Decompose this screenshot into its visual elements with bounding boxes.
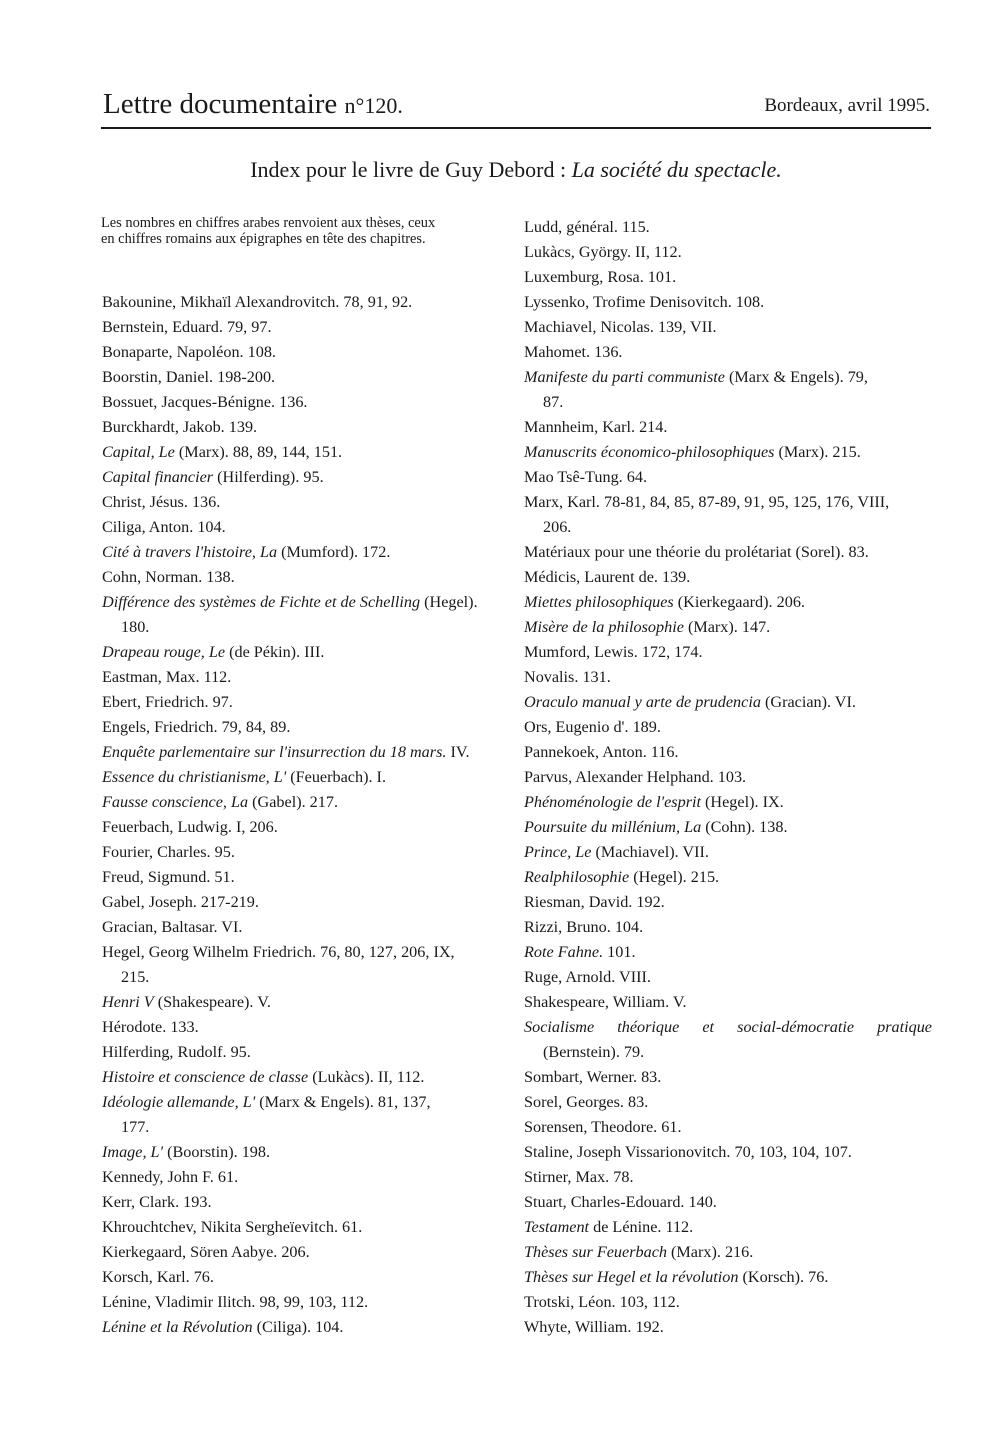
index-entry-text: Cohn, Norman. 138. xyxy=(102,568,235,586)
index-title xyxy=(0,156,1000,184)
index-entry-text: Ebert, Friedrich. 97. xyxy=(102,693,233,711)
index-entry xyxy=(524,615,932,640)
index-entry-text: Stirner, Max. 78. xyxy=(524,1168,634,1186)
index-entry-text: Korsch, Karl. 76. xyxy=(102,1268,214,1286)
index-entry-line xyxy=(102,740,507,765)
index-entry-line xyxy=(524,890,932,915)
index-entry xyxy=(102,665,507,690)
index-entry-line xyxy=(102,1090,507,1115)
index-entry-continuation: 206. xyxy=(543,518,572,536)
index-entry-line xyxy=(524,1140,932,1165)
index-entry-text: Lukàcs, György. II, 112. xyxy=(524,243,682,261)
index-entry-line xyxy=(102,340,507,365)
index-entry-line xyxy=(102,990,507,1015)
index-entry xyxy=(102,465,507,490)
place-date: Bordeaux, avril 1995. xyxy=(764,95,930,116)
index-entry-text: Machiavel, Nicolas. 139, VII. xyxy=(524,318,717,336)
index-column-right xyxy=(524,215,932,1340)
index-entry-text: Sorel, Georges. 83. xyxy=(524,1093,649,1111)
index-entry-line xyxy=(102,890,507,915)
index-entry xyxy=(102,1240,507,1265)
index-entry-line xyxy=(102,865,507,890)
index-entry xyxy=(524,940,932,965)
index-entry-continuation: 177. xyxy=(121,1118,150,1136)
index-entry-line xyxy=(102,1140,507,1165)
index-entry-line xyxy=(102,540,507,565)
index-entry-line xyxy=(102,490,507,515)
index-entry xyxy=(102,365,507,390)
index-entry-line xyxy=(524,1190,932,1215)
index-entry-line xyxy=(102,465,507,490)
index-entry-continuation: 215. xyxy=(121,968,150,986)
index-entry xyxy=(102,715,507,740)
index-entry xyxy=(524,490,932,540)
newsletter-title xyxy=(103,86,403,124)
index-entry-text: Boorstin, Daniel. 198-200. xyxy=(102,368,276,386)
index-entry-work-title: Testament xyxy=(524,1218,590,1236)
index-entry-line xyxy=(524,940,932,965)
index-entry xyxy=(524,590,932,615)
index-entry-text: (Feuerbach). I. xyxy=(286,768,386,786)
index-entry-line xyxy=(102,565,507,590)
index-entry-work-title: Histoire et conscience de classe xyxy=(102,1068,309,1086)
index-entry-line xyxy=(524,1290,932,1315)
index-entry-line xyxy=(524,1090,932,1115)
index-entry-work-title: Enquête parlementaire sur l'insurrection du 18 mars. xyxy=(102,743,447,761)
index-entry-text: Engels, Friedrich. 79, 84, 89. xyxy=(102,718,291,736)
index-entry-continuation: 180. xyxy=(121,618,150,636)
index-column-left xyxy=(102,290,507,1340)
index-entry-text: (Shakespeare). V. xyxy=(153,993,271,1011)
index-entry xyxy=(524,540,932,565)
index-entry-line xyxy=(524,1015,932,1040)
index-entry xyxy=(102,1140,507,1165)
index-entry xyxy=(524,1140,932,1165)
index-entry-text: (Hegel). 215. xyxy=(629,868,720,886)
index-entry-text: Gracian, Baltasar. VI. xyxy=(102,918,243,936)
index-entry-text: Mannheim, Karl. 214. xyxy=(524,418,668,436)
index-entry-line xyxy=(524,615,932,640)
index-entry-continuation: (Bernstein). 79. xyxy=(543,1043,645,1061)
index-entry-work-title: Drapeau rouge, Le xyxy=(102,643,226,661)
index-entry xyxy=(524,765,932,790)
index-entry-work-title: Oraculo manual y arte de prudencia xyxy=(524,693,761,711)
index-entry xyxy=(524,315,932,340)
index-entry xyxy=(524,840,932,865)
index-entry-text: Fourier, Charles. 95. xyxy=(102,843,235,861)
index-entry-line xyxy=(102,1165,507,1190)
index-entry-text: (Machiavel). VII. xyxy=(591,843,709,861)
index-entry-text: (Marx & Engels). 79, xyxy=(724,368,868,386)
index-entry xyxy=(102,690,507,715)
index-entry-line xyxy=(102,1040,507,1065)
index-entry-text: Rizzi, Bruno. 104. xyxy=(524,918,644,936)
index-entry-work-title: Cité à travers l'histoire, La xyxy=(102,543,278,561)
index-entry xyxy=(524,240,932,265)
index-entry-text: Luxemburg, Rosa. 101. xyxy=(524,268,677,286)
index-entry xyxy=(102,865,507,890)
index-entry-text: Kennedy, John F. 61. xyxy=(102,1168,239,1186)
index-entry-line xyxy=(102,365,507,390)
index-entry-line xyxy=(102,1190,507,1215)
index-entry-line xyxy=(102,1265,507,1290)
index-entry-work-title: Thèses sur Feuerbach xyxy=(524,1243,667,1261)
index-entry xyxy=(524,715,932,740)
index-entry xyxy=(102,990,507,1015)
index-entry xyxy=(102,1065,507,1090)
index-entry-line xyxy=(102,815,507,840)
index-entry-work-title: Rote Fahne. xyxy=(524,943,604,961)
index-entry-line xyxy=(524,265,932,290)
index-entry-text: Ludd, général. 115. xyxy=(524,218,650,236)
index-entry-text: Bernstein, Eduard. 79, 97. xyxy=(102,318,272,336)
index-entry xyxy=(102,1290,507,1315)
index-entry-text: Mahomet. 136. xyxy=(524,343,623,361)
index-entry-line xyxy=(102,415,507,440)
index-entry-line xyxy=(524,465,932,490)
index-entry-work-title: Miettes philosophiques xyxy=(524,593,674,611)
index-entry xyxy=(102,640,507,665)
index-entry-text: Marx, Karl. 78-81, 84, 85, 87-89, 91, 95, 125, 176, VIII, xyxy=(524,493,890,511)
index-entry-text: Novalis. 131. xyxy=(524,668,611,686)
index-entry-text: Christ, Jésus. 136. xyxy=(102,493,221,511)
index-entry-text: (Korsch). 76. xyxy=(738,1268,829,1286)
index-entry xyxy=(524,465,932,490)
index-entry xyxy=(524,1190,932,1215)
index-entry xyxy=(102,790,507,815)
index-entry-text: (Marx). 147. xyxy=(683,618,771,636)
index-entry-text: Sombart, Werner. 83. xyxy=(524,1068,662,1086)
index-entry-line xyxy=(102,515,507,540)
index-entry-line xyxy=(524,815,932,840)
index-entry xyxy=(524,1015,932,1065)
index-entry-work-title: Différence des systèmes de Fichte et de Schelling xyxy=(102,593,421,611)
index-entry-text: Ciliga, Anton. 104. xyxy=(102,518,226,536)
index-entry xyxy=(102,890,507,915)
index-entry-text: Lénine, Vladimir Ilitch. 98, 99, 103, 112. xyxy=(102,1293,369,1311)
index-entry-line xyxy=(524,1215,932,1240)
index-entry xyxy=(524,640,932,665)
index-entry-line xyxy=(524,740,932,765)
index-entry-line xyxy=(524,640,932,665)
index-entry xyxy=(524,865,932,890)
index-entry-line xyxy=(524,715,932,740)
index-entry-line xyxy=(524,1115,932,1140)
index-entry-text: Riesman, David. 192. xyxy=(524,893,665,911)
index-entry-text: Kerr, Clark. 193. xyxy=(102,1193,212,1211)
index-entry xyxy=(524,915,932,940)
index-entry xyxy=(102,340,507,365)
index-entry xyxy=(524,815,932,840)
index-entry-line xyxy=(524,790,932,815)
index-entry xyxy=(102,565,507,590)
index-entry-line xyxy=(524,1065,932,1090)
index-entry xyxy=(102,1040,507,1065)
index-entry-text: Lyssenko, Trofime Denisovitch. 108. xyxy=(524,293,765,311)
index-entry-line xyxy=(524,840,932,865)
index-entry-line xyxy=(524,565,932,590)
index-entry xyxy=(102,1090,507,1140)
index-entry-text: (Marx). 88, 89, 144, 151. xyxy=(174,443,343,461)
index-entry xyxy=(524,790,932,815)
header-rule xyxy=(101,127,931,129)
index-entry-line xyxy=(102,440,507,465)
index-entry-line xyxy=(102,390,507,415)
index-entry-text: Stuart, Charles-Edouard. 140. xyxy=(524,1193,717,1211)
index-entry xyxy=(102,540,507,565)
index-entry-line xyxy=(524,490,932,515)
index-entry xyxy=(102,940,507,990)
index-entry-text: Sorensen, Theodore. 61. xyxy=(524,1118,682,1136)
index-entry-line xyxy=(102,915,507,940)
index-entry-text: (Lukàcs). II, 112. xyxy=(308,1068,425,1086)
index-entry-text: (Hegel). IX. xyxy=(701,793,784,811)
index-entry-text: Bonaparte, Napoléon. 108. xyxy=(102,343,276,361)
index-entry-line xyxy=(102,940,507,965)
index-entry xyxy=(102,915,507,940)
index-entry xyxy=(102,415,507,440)
index-title-book: La société du spectacle. xyxy=(571,157,782,182)
index-entry xyxy=(102,1190,507,1215)
index-entry xyxy=(102,1165,507,1190)
index-entry-work-title: Essence du christianisme, L' xyxy=(102,768,287,786)
index-entry-line xyxy=(524,590,932,615)
index-entry-line xyxy=(524,1315,932,1340)
index-entry-text: (Kierkegaard). 206. xyxy=(673,593,805,611)
index-entry-line xyxy=(524,1165,932,1190)
index-entry xyxy=(102,1315,507,1340)
index-entry-line xyxy=(524,1265,932,1290)
index-entry-work-title: Capital, Le xyxy=(102,443,175,461)
index-entry-line xyxy=(524,990,932,1015)
index-entry-line xyxy=(524,215,932,240)
index-entry-line xyxy=(102,640,507,665)
index-entry-text: (Marx). 216. xyxy=(666,1243,754,1261)
index-entry-text: Médicis, Laurent de. 139. xyxy=(524,568,691,586)
index-entry-text: (Marx). 215. xyxy=(774,443,861,461)
index-entry-text: 101. xyxy=(603,943,636,961)
index-entry-text: Trotski, Léon. 103, 112. xyxy=(524,1293,680,1311)
index-entry-text: de Lénine. 112. xyxy=(589,1218,694,1236)
index-entry-line xyxy=(524,365,932,390)
index-entry-line xyxy=(524,540,932,565)
index-entry xyxy=(524,365,932,415)
index-entry xyxy=(524,1315,932,1340)
index-entry-work-title: Realphilosophie xyxy=(524,868,630,886)
index-entry-line xyxy=(524,1240,932,1265)
index-entry-text: Hérodote. 133. xyxy=(102,1018,199,1036)
index-entry-text: (Boorstin). 198. xyxy=(163,1143,271,1161)
index-entry-work-title: Phénoménologie de l'esprit xyxy=(524,793,701,811)
index-entry-line xyxy=(102,315,507,340)
index-entry-text: Eastman, Max. 112. xyxy=(102,668,232,686)
index-entry-work-title: Poursuite du millénium, La xyxy=(524,818,702,836)
index-entry-work-title: Image, L' xyxy=(102,1143,164,1161)
index-entry-continuation: 87. xyxy=(543,393,564,411)
index-entry-text: Feuerbach, Ludwig. I, 206. xyxy=(102,818,278,836)
index-entry-line xyxy=(102,1015,507,1040)
index-entry-text: Bakounine, Mikhaïl Alexandrovitch. 78, 91, 92. xyxy=(102,293,413,311)
index-entry-text: Ors, Eugenio d'. 189. xyxy=(524,718,661,736)
index-entry-work-title: Henri V xyxy=(102,993,154,1011)
index-entry-text: Shakespeare, William. V. xyxy=(524,993,687,1011)
index-entry-text: (Marx & Engels). 81, 137, xyxy=(255,1093,431,1111)
index-entry-text: Khrouchtchev, Nikita Sergheïevitch. 61. xyxy=(102,1218,363,1236)
index-entry-line xyxy=(102,590,507,615)
index-entry xyxy=(102,315,507,340)
index-entry xyxy=(524,990,932,1015)
index-entry xyxy=(524,1165,932,1190)
index-entry-text: (Mumford). 172. xyxy=(277,543,391,561)
index-entry xyxy=(524,1090,932,1115)
newsletter-title-text: Lettre documentaire xyxy=(103,88,338,120)
index-entry xyxy=(524,1215,932,1240)
index-entry-text: (de Pékin). III. xyxy=(225,643,325,661)
index-entry-line xyxy=(524,690,932,715)
index-entry-text: (Gabel). 217. xyxy=(248,793,339,811)
index-entry-line xyxy=(524,915,932,940)
index-entry-text: Gabel, Joseph. 217-219. xyxy=(102,893,259,911)
index-entry-line xyxy=(524,240,932,265)
index-entry-work-title: Manifeste du parti communiste xyxy=(524,368,725,386)
index-entry-text: (Cohn). 138. xyxy=(701,818,788,836)
index-entry xyxy=(102,440,507,465)
index-entry-text: Bossuet, Jacques-Bénigne. 136. xyxy=(102,393,308,411)
index-entry-line xyxy=(102,290,507,315)
index-entry xyxy=(102,840,507,865)
index-entry-line xyxy=(102,1290,507,1315)
index-entry-text: Burckhardt, Jakob. 139. xyxy=(102,418,258,436)
index-entry-line xyxy=(524,340,932,365)
index-entry xyxy=(524,340,932,365)
index-entry xyxy=(102,1215,507,1240)
index-entry xyxy=(102,490,507,515)
index-entry xyxy=(524,890,932,915)
index-entry xyxy=(524,1115,932,1140)
intro-line: en chiffres romains aux épigraphes en tête des chapitres. xyxy=(101,231,426,247)
index-entry-text: Hegel, Georg Wilhelm Friedrich. 76, 80, 127, 206, IX, xyxy=(102,943,455,961)
index-entry-line xyxy=(524,865,932,890)
index-entry-work-title: Thèses sur Hegel et la révolution xyxy=(524,1268,739,1286)
index-entry-line xyxy=(102,790,507,815)
index-entry-work-title: Misère de la philosophie xyxy=(524,618,684,636)
index-entry-text: Whyte, William. 192. xyxy=(524,1318,664,1336)
index-entry-text: Mumford, Lewis. 172, 174. xyxy=(524,643,703,661)
intro-note xyxy=(101,215,511,247)
index-entry xyxy=(524,740,932,765)
index-entry xyxy=(102,815,507,840)
index-entry xyxy=(524,690,932,715)
index-entry-text: Kierkegaard, Sören Aabye. 206. xyxy=(102,1243,310,1261)
index-entry-line xyxy=(524,315,932,340)
index-entry xyxy=(524,265,932,290)
index-entry-line xyxy=(524,290,932,315)
index-entry xyxy=(524,965,932,990)
index-entry-line xyxy=(102,1065,507,1090)
index-entry xyxy=(102,390,507,415)
index-entry-text: (Hegel). xyxy=(420,593,478,611)
index-entry-work-title: Manuscrits économico-philosophiques xyxy=(524,443,775,461)
index-entry-text: Mao Tsê-Tung. 64. xyxy=(524,468,647,486)
index-entry-line xyxy=(524,965,932,990)
index-entry xyxy=(524,1240,932,1265)
index-entry-text: Freud, Sigmund. 51. xyxy=(102,868,235,886)
index-entry-line xyxy=(524,665,932,690)
index-entry-work-title: Capital financier xyxy=(102,468,214,486)
index-entry-text: Ruge, Arnold. VIII. xyxy=(524,968,651,986)
index-entry-text: IV. xyxy=(446,743,470,761)
index-entry-line xyxy=(524,415,932,440)
index-entry xyxy=(524,565,932,590)
index-entry-work-title: Lénine et la Révolution xyxy=(102,1318,253,1336)
index-entry xyxy=(524,440,932,465)
index-entry xyxy=(524,290,932,315)
index-entry xyxy=(102,1265,507,1290)
index-entry-line xyxy=(102,840,507,865)
index-entry xyxy=(524,1290,932,1315)
index-entry-line xyxy=(102,765,507,790)
index-entry xyxy=(102,1015,507,1040)
index-entry xyxy=(524,415,932,440)
index-title-prefix: Index pour le livre de Guy Debord : xyxy=(250,157,572,182)
index-entry xyxy=(524,215,932,240)
index-entry xyxy=(524,1265,932,1290)
index-entry-text: Pannekoek, Anton. 116. xyxy=(524,743,679,761)
index-entry-line xyxy=(102,665,507,690)
index-entry-text: Parvus, Alexander Helphand. 103. xyxy=(524,768,747,786)
index-entry-text: (Gracian). VI. xyxy=(760,693,856,711)
index-entry-text: (Hilferding). 95. xyxy=(213,468,324,486)
index-entry xyxy=(102,740,507,765)
index-entry-line xyxy=(102,1315,507,1340)
index-entry xyxy=(102,590,507,640)
index-entry-line xyxy=(102,690,507,715)
index-entry xyxy=(102,515,507,540)
index-entry xyxy=(102,765,507,790)
issue-number: n°120. xyxy=(344,93,403,118)
index-entry-line xyxy=(102,715,507,740)
index-entry-work-title: Fausse conscience, La xyxy=(102,793,249,811)
index-entry-line xyxy=(524,440,932,465)
index-entry xyxy=(524,1065,932,1090)
index-entry-work-title: Prince, Le xyxy=(524,843,592,861)
index-entry-line xyxy=(524,765,932,790)
index-entry-work-title: Socialisme théorique et social-démocratie pratique xyxy=(524,1018,932,1036)
intro-line: Les nombres en chiffres arabes renvoient aux thèses, ceux xyxy=(101,215,436,231)
index-entry-text: Staline, Joseph Vissarionovitch. 70, 103, 104, 107. xyxy=(524,1143,852,1161)
index-entry-work-title: Idéologie allemande, L' xyxy=(102,1093,256,1111)
index-entry-text: Matériaux pour une théorie du prolétariat (Sorel). 83. xyxy=(524,543,869,561)
index-entry-line xyxy=(102,1215,507,1240)
index-entry xyxy=(102,290,507,315)
index-entry-text: Hilferding, Rudolf. 95. xyxy=(102,1043,251,1061)
index-entry-text: (Ciliga). 104. xyxy=(252,1318,344,1336)
index-entry xyxy=(524,665,932,690)
index-entry-line xyxy=(102,1240,507,1265)
